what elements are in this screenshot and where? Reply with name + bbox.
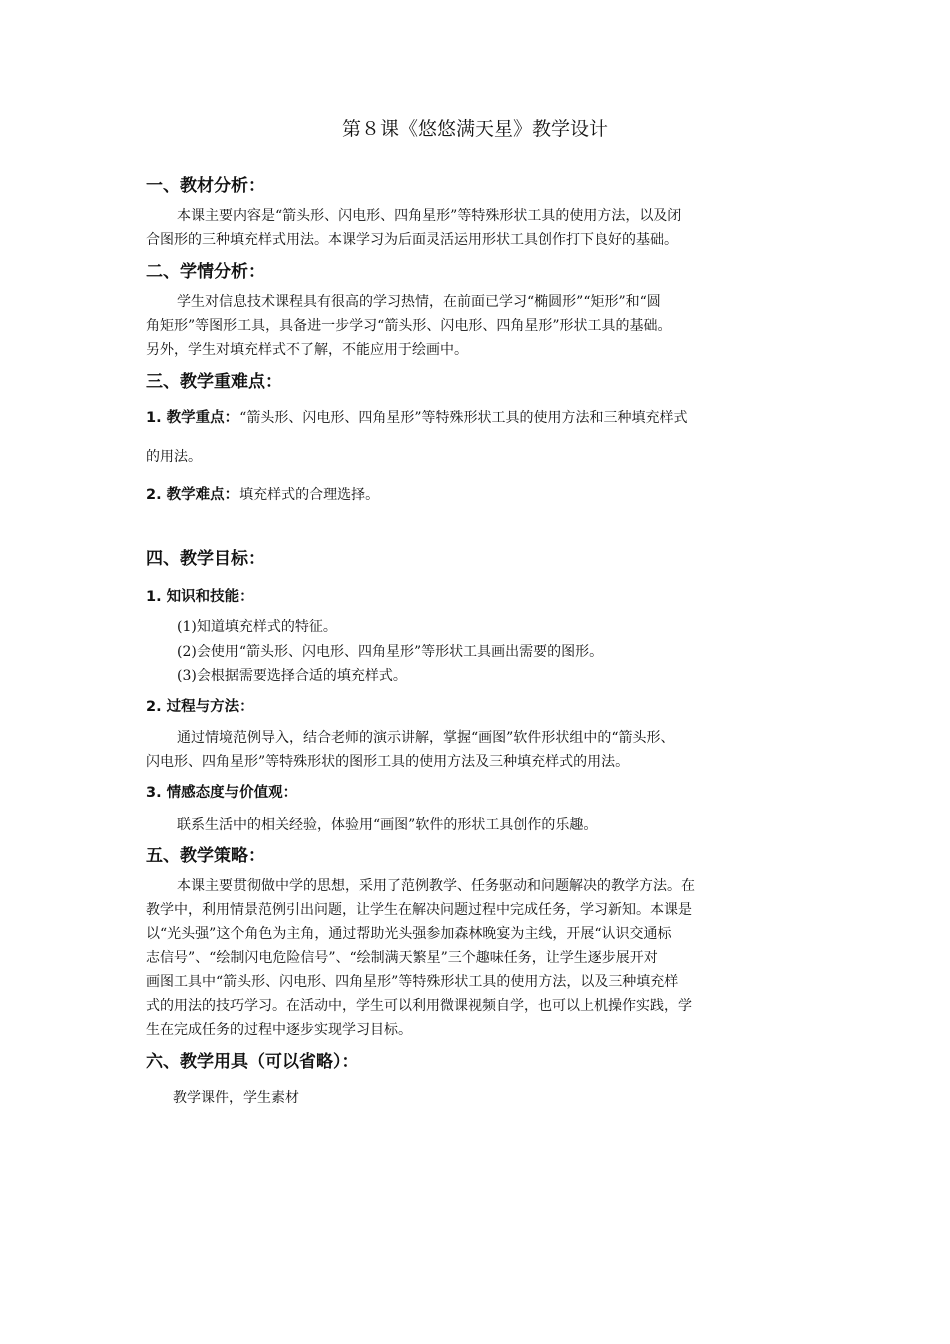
subheading-process-methods: 2. 过程与方法：: [146, 699, 254, 715]
section-heading-strategy: 五、教学策略：: [146, 846, 265, 866]
paragraph-line: 另外，学生对填充样式不了解，不能应用于绘画中。: [146, 342, 468, 358]
difficulty-item: [146, 484, 379, 506]
subheading-attitude-values: 3. 情感态度与价值观：: [146, 785, 298, 801]
section-heading-teaching-aids: 六、教学用具（可以省略）：: [146, 1052, 359, 1072]
key-point-item: [146, 407, 687, 429]
paragraph-line: 的用法。: [146, 449, 202, 465]
key-point-label: 1. 教学重点：: [146, 410, 240, 426]
paragraph-line: 以“光头强”这个角色为主角，通过帮助光头强参加森林晚宴为主线，开展“认识交通标: [146, 926, 672, 942]
paragraph-line: 学生对信息技术课程具有很高的学习热情，在前面已学习“椭圆形”“矩形”和“圆: [177, 294, 661, 310]
paragraph-line: 教学中，利用情景范例引出问题，让学生在解决问题过程中完成任务，学习新知。本课是: [146, 902, 692, 918]
section-heading-student-analysis: 二、学情分析：: [146, 262, 265, 282]
paragraph-line: 本课主要内容是“箭头形、闪电形、四角星形”等特殊形状工具的使用方法，以及闭: [177, 208, 682, 224]
subheading-knowledge-skills: 1. 知识和技能：: [146, 589, 254, 605]
paragraph-line: 本课主要贯彻做中学的思想，采用了范例教学、任务驱动和问题解决的教学方法。在: [177, 878, 695, 894]
paragraph-line: 志信号”、“绘制闪电危险信号”、“绘制满天繁星”三个趣味任务，让学生逐步展开对: [146, 950, 658, 966]
section-heading-textbook-analysis: 一、教材分析：: [146, 176, 265, 196]
objective-item: (2)会使用“箭头形、闪电形、四角星形”等形状工具画出需要的图形。: [177, 644, 604, 660]
paragraph-line: 教学课件，学生素材: [173, 1090, 299, 1106]
document-title: 第８课《悠悠满天星》教学设计: [341, 118, 608, 140]
paragraph-line: 画图工具中“箭头形、闪电形、四角星形”等特殊形状工具的使用方法，以及三种填充样: [146, 974, 679, 990]
paragraph-line: 式的用法的技巧学习。在活动中，学生可以利用微课视频自学，也可以上机操作实践，学: [146, 998, 692, 1014]
difficulty-label: 2. 教学难点：: [146, 487, 240, 503]
paragraph-line: 闪电形、四角星形”等特殊形状的图形工具的使用方法及三种填充样式的用法。: [146, 754, 630, 770]
objective-item: (3)会根据需要选择合适的填充样式。: [177, 668, 407, 684]
paragraph-line: 角矩形”等图形工具，具备进一步学习“箭头形、闪电形、四角星形”形状工具的基础。: [146, 318, 672, 334]
difficulty-text: 填充样式的合理选择。: [239, 487, 380, 503]
objective-item: (1)知道填充样式的特征。: [177, 619, 337, 635]
paragraph-line: 联系生活中的相关经验，体验用“画图”软件的形状工具创作的乐趣。: [177, 817, 598, 833]
paragraph-line: 生在完成任务的过程中逐步实现学习目标。: [146, 1022, 412, 1038]
paragraph-line: 合图形的三种填充样式用法。本课学习为后面灵活运用形状工具创作打下良好的基础。: [146, 232, 678, 248]
section-heading-objectives: 四、教学目标：: [146, 549, 265, 569]
paragraph-line: 通过情境范例导入，结合老师的演示讲解，掌握“画图”软件形状组中的“箭头形、: [177, 730, 675, 746]
section-heading-key-points: 三、教学重难点：: [146, 372, 282, 392]
key-point-text: “箭头形、闪电形、四角星形”等特殊形状工具的使用方法和三种填充样式: [239, 410, 688, 426]
